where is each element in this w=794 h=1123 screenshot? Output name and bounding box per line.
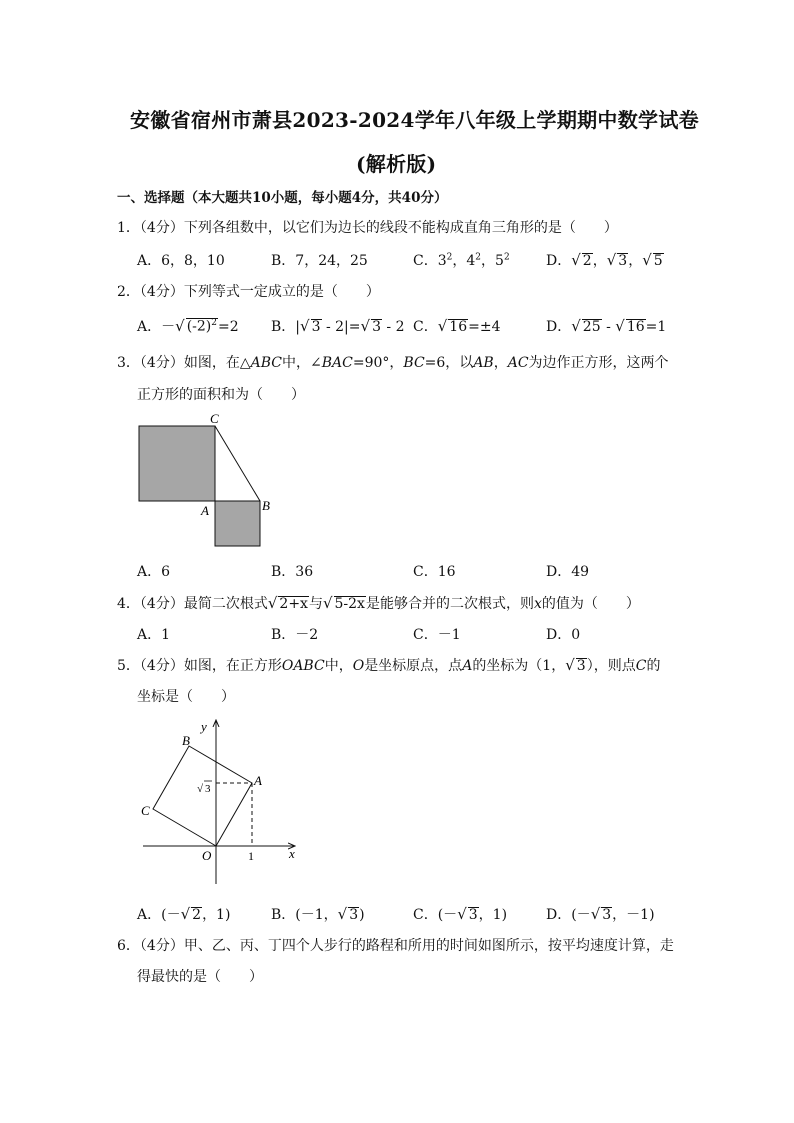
q4-number: 4．	[117, 596, 140, 612]
q5-stem: 中，	[324, 658, 353, 674]
q1-option-a: A．6，8，10	[137, 253, 225, 269]
label-x: x	[289, 846, 295, 861]
q1-d-text: D．	[546, 253, 572, 269]
q3-stem: ，	[493, 355, 508, 371]
sqrt-radicand: 3	[618, 253, 628, 269]
sqrt-radicand: 2	[192, 907, 202, 923]
label-a: A	[201, 503, 209, 518]
sqrt-radicand: 25	[582, 319, 601, 335]
q5-c-text: C．(－	[413, 907, 458, 923]
q1-option-b: B．7，24，25	[271, 253, 368, 269]
square-oabc	[153, 746, 252, 846]
sqrt-radicand: 3	[372, 319, 381, 335]
q3-stem: =90°，	[352, 355, 404, 371]
q5-b-text: B．(－1，	[271, 907, 338, 923]
q5-var: C	[635, 658, 647, 674]
q1-score: （4分）	[139, 220, 184, 236]
q1-c-exp: 2	[475, 252, 482, 263]
question-6	[117, 935, 674, 955]
label-b: B	[262, 498, 270, 513]
q5-c-text: ，1)	[478, 907, 508, 923]
q6-stem-line2: 得最快的是（ ）	[137, 969, 263, 985]
q2-d-text: -	[601, 319, 616, 335]
section-heading: 一、选择题（本大题共10小题，每小题4分，共40分）	[117, 190, 448, 206]
q5-stem: 是坐标原点，点	[364, 658, 463, 674]
q2-c-text: C．	[413, 319, 438, 335]
q3-option-b: B．36	[271, 564, 314, 580]
q5-a-text: ，1)	[202, 907, 231, 923]
q5-number: 5．	[117, 658, 140, 674]
label-c: C	[141, 803, 150, 818]
q2-a-text: A．－	[137, 319, 176, 335]
q5-stem-line2: 坐标是（ ）	[137, 689, 235, 705]
label-c: C	[210, 411, 219, 426]
q2-option-d: D．√ 25 - √ 16=1	[546, 317, 667, 335]
question-1	[117, 217, 618, 237]
q3-figure	[130, 408, 280, 553]
sqrt-radicand: 3	[602, 907, 612, 923]
q2-d-text: =1	[645, 319, 667, 335]
q2-stem: 下列等式一定成立的是（ ）	[183, 284, 380, 300]
q2-a-text: =2	[217, 319, 239, 335]
q5-a-text: A．(－	[137, 907, 181, 923]
q3-option-d: D．49	[546, 564, 590, 580]
q3-var: BAC	[321, 355, 353, 371]
q3-var: ABC	[250, 355, 282, 371]
q5-stem: 如图，在正方形	[183, 658, 282, 674]
q5-stem: 的	[646, 658, 661, 674]
q2-score: （4分）	[139, 284, 184, 300]
page-title: 安徽省宿州市萧县2023-2024学年八年级上学期期中数学试卷	[130, 108, 699, 132]
q3-stem: 中，∠	[282, 355, 322, 371]
label-y: y	[201, 719, 207, 734]
q1-c-exp: 2	[503, 252, 510, 263]
label-one: 1	[248, 849, 254, 863]
q2-a-exp: 2	[211, 318, 217, 329]
q1-option-d: D．√ 2，√ 3，√ 5	[546, 251, 663, 269]
question-2	[117, 281, 380, 301]
sqrt-radicand: 16	[449, 319, 468, 335]
q2-c-text: =±4	[468, 319, 501, 335]
sqrt-radicand: 2+x	[279, 596, 308, 612]
q4-option-c: C．－1	[413, 627, 461, 643]
q6-number: 6．	[117, 938, 140, 954]
q6-stem: 甲、乙、丙、丁四个人步行的路程和所用的时间如图所示，按平均速度计算，走	[183, 938, 674, 954]
q3-stem: 为边作正方形，这两个	[528, 355, 669, 371]
q4-stem: 是能够合并的二次根式，则	[365, 596, 534, 612]
sqrt-radicand: 16	[626, 319, 645, 335]
q3-stem-line2: 正方形的面积和为（ ）	[137, 387, 305, 403]
q3-stem: 如图，在△	[183, 355, 251, 371]
q2-b-text: B．|	[271, 319, 301, 335]
label-sqrt3: 3	[205, 783, 211, 795]
q1-d-text: ，	[592, 253, 607, 269]
sqrt-radicand: 2	[582, 253, 592, 269]
q5-var: O	[352, 658, 365, 674]
sqrt-radicand: 3	[576, 658, 586, 674]
q1-d-text: ，	[628, 253, 643, 269]
q4-var: x	[533, 596, 542, 612]
q2-option-b: B．|√ 3 - 2|=√ 3 - 2	[271, 317, 405, 335]
q1-c-exp: 2	[446, 252, 453, 263]
sqrt-radicand: 5	[653, 253, 663, 269]
q5-option-b: B．(－1，√ 3)	[271, 905, 365, 923]
q1-stem: 下列各组数中，以它们为边长的线段不能构成直角三角形的是（ ）	[183, 220, 618, 236]
q2-number: 2．	[117, 284, 140, 300]
q5-d-text: D．(－	[546, 907, 591, 923]
q1-c-text: ，5	[481, 253, 504, 269]
label-b: B	[182, 733, 190, 748]
sqrt-radicand: 3	[468, 907, 478, 923]
sqrt-sign: √	[197, 783, 204, 795]
q2-option-c: C．√ 16=±4	[413, 317, 501, 335]
q1-c-text: C．3	[413, 253, 447, 269]
q4-stem: 最简二次根式	[183, 596, 268, 612]
q5-d-text: ，－1)	[612, 907, 655, 923]
q5-var: OABC	[281, 658, 325, 674]
q2-option-a: A．－√ $(-2)^2=2$	[137, 317, 239, 335]
q5-stem: 的坐标为（1，	[472, 658, 566, 674]
q4-option-b: B．－2	[271, 627, 319, 643]
square-on-ac	[139, 426, 215, 501]
q3-option-c: C．16	[413, 564, 456, 580]
q5-var: A	[462, 658, 473, 674]
q1-c-text: ，4	[452, 253, 476, 269]
q3-stem: =6，以	[424, 355, 474, 371]
q5-figure	[135, 712, 310, 887]
label-o: O	[202, 848, 212, 863]
question-3	[117, 352, 669, 372]
q4-score: （4分）	[139, 596, 184, 612]
q4-stem: 与	[308, 596, 323, 612]
page-subtitle: (解析版)	[356, 152, 437, 176]
label-a: A	[254, 773, 262, 788]
q4-stem: 的值为（ ）	[541, 596, 640, 612]
q3-number: 3．	[117, 355, 140, 371]
q3-var: BC	[403, 355, 425, 371]
q5-option-c: C．(－√ 3，1)	[413, 905, 508, 923]
q6-score: （4分）	[139, 938, 184, 954]
q5-stem: ），则点	[586, 658, 636, 674]
q3-option-a: A．6	[137, 564, 171, 580]
q3-var: AB	[473, 355, 494, 371]
q2-b-text: - 2|=	[321, 319, 361, 335]
q3-var: AC	[507, 355, 529, 371]
segment-bc	[215, 426, 260, 501]
q5-score: （4分）	[139, 658, 184, 674]
sqrt-radicand: 3	[311, 319, 321, 335]
question-4: 4．（4分）最简二次根式√ 2+x与√ 5-2x是能够合并的二次根式，则x的值为（ ）	[117, 594, 640, 612]
sqrt-radicand: 3	[349, 907, 359, 923]
sqrt-radicand: 5-2x	[334, 596, 365, 612]
q4-option-a: A．1	[137, 627, 171, 643]
q3-score: （4分）	[139, 355, 184, 371]
q5-option-d: D．(－√ 3，－1)	[546, 905, 655, 923]
sqrt-radicand: (-2)	[186, 319, 212, 335]
square-on-ab	[215, 501, 260, 546]
q5-option-a: A．(－√ 2，1)	[137, 905, 231, 923]
q2-b-text: - 2	[381, 319, 405, 335]
question-5: 5．（4分）如图，在正方形OABC中，O是坐标原点，点A的坐标为（1，√ 3），则点C的	[117, 656, 661, 674]
q1-number: 1．	[117, 220, 140, 236]
q4-option-d: D．0	[546, 627, 581, 643]
q1-option-c	[413, 250, 510, 270]
q2-d-text: D．	[546, 319, 572, 335]
q5-b-text: )	[359, 907, 365, 923]
